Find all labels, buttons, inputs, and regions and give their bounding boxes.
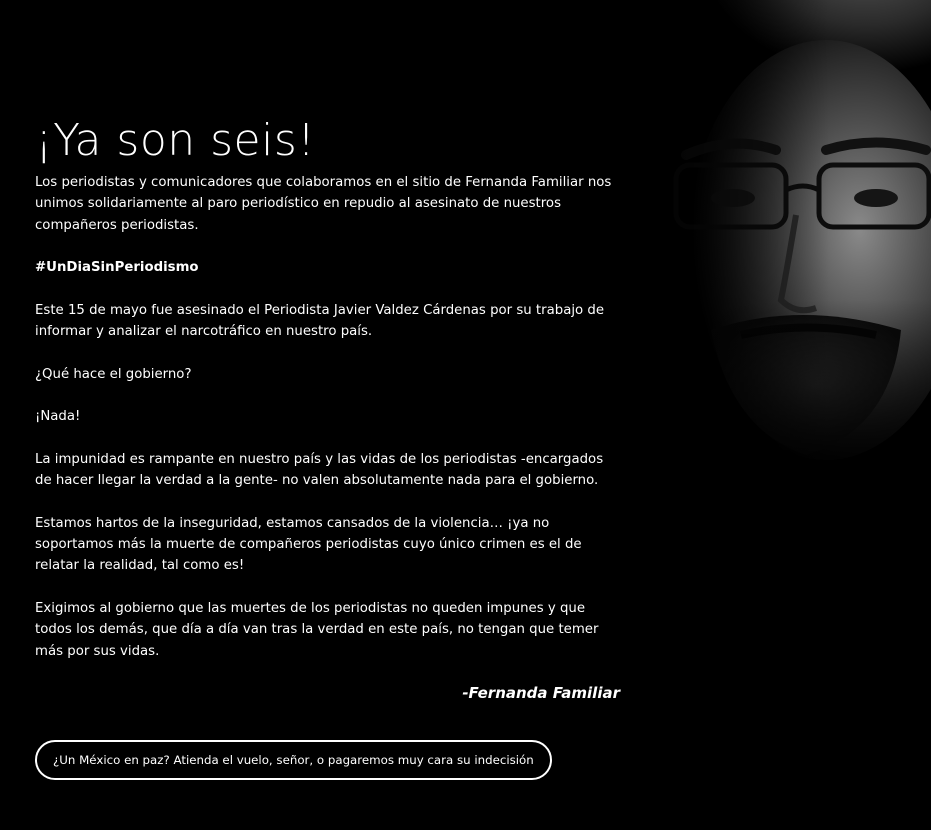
article-paragraph: ¡Nada! <box>35 409 81 425</box>
article-paragraph: Exigimos al gobierno que las muertes de los periodistas no queden impunes y que todos los demás, que día a día van tras la verdad en este país, no tengan que temer más por sus vidas. <box>35 600 599 659</box>
article-paragraph: La impunidad es rampante en nuestro país y las vidas de los periodistas -encargados de hacer llegar la verdad a la gente- no valen absolutamente nada para el gobierno. <box>35 451 604 489</box>
article-paragraph: Los periodistas y comunicadores que colaboramos en el sitio de Fernanda Familiar nos unimos solidariamente al paro periodístico en repudio al asesinato de nuestros compañeros periodistas. <box>35 175 612 233</box>
hashtag-text: #UnDiaSinPeriodismo <box>35 260 199 276</box>
article-paragraph: Estamos hartos de la inseguridad, estamos cansados de la violencia… ¡ya no soportamos más la muerte de compañeros periodistas cuyo único crimen es el de relatar la realidad, tal como es! <box>35 515 582 574</box>
article-signature: -Fernanda Familiar <box>462 684 620 703</box>
article-headline: ¡Ya son seis! <box>35 115 316 166</box>
article-paragraph: Este 15 de mayo fue asesinado el Periodista Javier Valdez Cárdenas por su trabajo de informar y analizar el narcotráfico en nuestro país. <box>35 302 605 340</box>
article-content <box>35 112 620 703</box>
article-body <box>35 172 620 662</box>
related-article-link[interactable]: ¿Un México en paz? Atienda el vuelo, señor, o pagaremos muy cara su indecisión <box>35 740 552 780</box>
article-paragraph: ¿Qué hace el gobierno? <box>35 366 192 382</box>
journalist-portrait <box>591 0 931 500</box>
